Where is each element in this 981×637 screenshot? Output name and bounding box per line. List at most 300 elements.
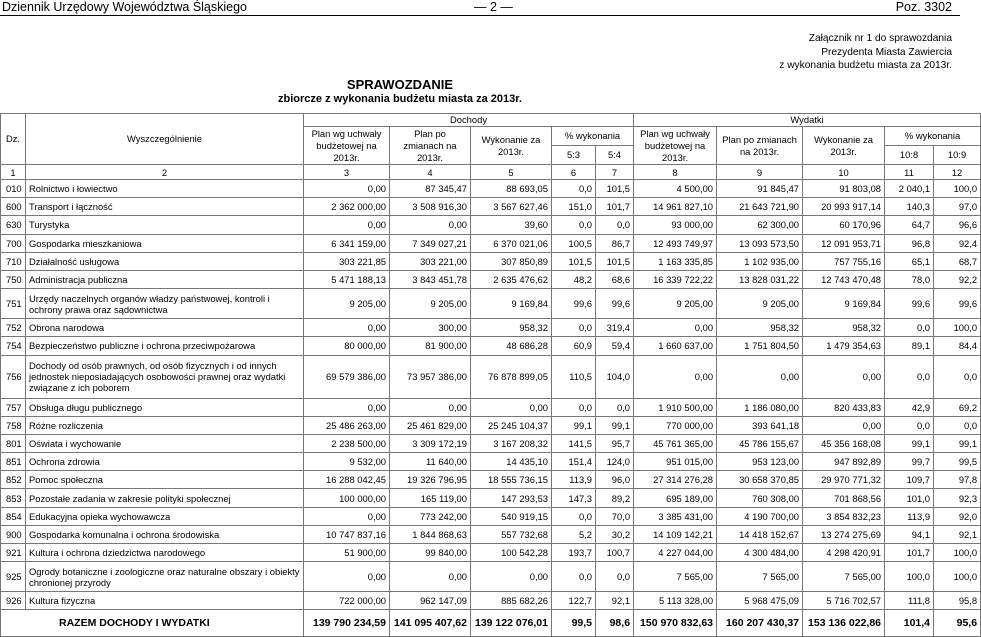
row-value: 45 356 168,08 bbox=[803, 434, 885, 452]
report-subtitle: zbiorcze z wykonania budżetu miasta za 2013r. bbox=[278, 93, 522, 105]
row-value: 393 641,18 bbox=[717, 416, 803, 434]
row-value: 1 844 868,63 bbox=[390, 525, 471, 543]
row-value: 773 242,00 bbox=[390, 507, 471, 525]
report-title: SPRAWOZDANIE bbox=[346, 77, 454, 92]
col-dz: Dz. bbox=[1, 114, 26, 165]
row-value: 9 169,84 bbox=[803, 289, 885, 319]
attachment-line: z wykonania budżetu miasta za 2013r. bbox=[779, 60, 952, 71]
row-value: 307 850,89 bbox=[471, 252, 552, 270]
total-value: 139 122 076,01 bbox=[471, 610, 552, 637]
row-value: 14 418 152,67 bbox=[717, 525, 803, 543]
row-value: 100,0 bbox=[934, 180, 981, 198]
row-value: 0,00 bbox=[390, 216, 471, 234]
row-value: 757 755,16 bbox=[803, 252, 885, 270]
row-value: 7 565,00 bbox=[717, 562, 803, 592]
row-value: 3 309 172,19 bbox=[390, 434, 471, 452]
row-value: 7 349 027,21 bbox=[390, 234, 471, 252]
row-value: 0,00 bbox=[471, 398, 552, 416]
row-name: Działalność usługowa bbox=[26, 252, 304, 270]
row-name: Ochrona zdrowia bbox=[26, 453, 304, 471]
journal-name: Dziennik Urzędowy Województwa Śląskiego bbox=[2, 0, 248, 14]
row-value: 101,7 bbox=[596, 198, 634, 216]
column-number: 6 bbox=[552, 165, 596, 180]
row-value: 12 091 953,71 bbox=[803, 234, 885, 252]
row-value: 140,3 bbox=[885, 198, 934, 216]
row-value: 78,0 bbox=[885, 270, 934, 288]
table-row bbox=[1, 337, 981, 355]
row-value: 1 163 335,85 bbox=[634, 252, 717, 270]
total-value: 153 136 022,86 bbox=[803, 610, 885, 637]
row-value: 11 640,00 bbox=[390, 453, 471, 471]
col-income-after: Plan po zmianach na 2013r. bbox=[390, 127, 471, 165]
row-value: 101,5 bbox=[596, 180, 634, 198]
row-value: 100,5 bbox=[552, 234, 596, 252]
row-value: 14 109 142,21 bbox=[634, 525, 717, 543]
row-value: 100,0 bbox=[885, 562, 934, 592]
total-value: 99,5 bbox=[552, 610, 596, 637]
row-value: 100,0 bbox=[934, 319, 981, 337]
row-name: Turystyka bbox=[26, 216, 304, 234]
column-number: 11 bbox=[885, 165, 934, 180]
row-value: 2 238 500,00 bbox=[304, 434, 390, 452]
row-value: 73 957 386,00 bbox=[390, 355, 471, 398]
column-number: 5 bbox=[471, 165, 552, 180]
row-value: 92,0 bbox=[934, 507, 981, 525]
row-code: 801 bbox=[1, 434, 26, 452]
row-value: 51 900,00 bbox=[304, 544, 390, 562]
col-expense-exec: Wykonanie za 2013r. bbox=[803, 127, 885, 165]
row-value: 0,0 bbox=[552, 180, 596, 198]
row-value: 100 000,00 bbox=[304, 489, 390, 507]
row-value: 4 300 484,00 bbox=[717, 544, 803, 562]
column-number: 7 bbox=[596, 165, 634, 180]
row-code: 751 bbox=[1, 289, 26, 319]
row-value: 59,4 bbox=[596, 337, 634, 355]
row-name: Ogrody botaniczne i zoologiczne oraz naturalne obszary i obiekty chronionej przyrody bbox=[26, 562, 304, 592]
row-value: 0,0 bbox=[885, 355, 934, 398]
row-value: 1 910 500,00 bbox=[634, 398, 717, 416]
row-value: 885 682,26 bbox=[471, 592, 552, 610]
row-value: 0,00 bbox=[471, 562, 552, 592]
row-name: Gospodarka komunalna i ochrona środowiska bbox=[26, 525, 304, 543]
row-value: 48,2 bbox=[552, 270, 596, 288]
total-value: 150 970 832,63 bbox=[634, 610, 717, 637]
table-row bbox=[1, 453, 981, 471]
row-value: 0,00 bbox=[717, 355, 803, 398]
row-name: Edukacyjna opieka wychowawcza bbox=[26, 507, 304, 525]
row-value: 0,00 bbox=[304, 507, 390, 525]
row-code: 756 bbox=[1, 355, 26, 398]
row-value: 958,32 bbox=[471, 319, 552, 337]
row-value: 0,00 bbox=[803, 416, 885, 434]
row-value: 99,5 bbox=[934, 453, 981, 471]
table-row bbox=[1, 234, 981, 252]
row-code: 926 bbox=[1, 592, 26, 610]
pct-5-3: 5:3 bbox=[552, 146, 596, 165]
row-code: 752 bbox=[1, 319, 26, 337]
row-value: 16 288 042,45 bbox=[304, 471, 390, 489]
row-value: 25 486 263,00 bbox=[304, 416, 390, 434]
table-row bbox=[1, 489, 981, 507]
row-value: 3 508 916,30 bbox=[390, 198, 471, 216]
table-row bbox=[1, 270, 981, 288]
row-value: 5,2 bbox=[552, 525, 596, 543]
row-value: 0,00 bbox=[304, 562, 390, 592]
row-value: 0,0 bbox=[934, 416, 981, 434]
row-value: 9 205,00 bbox=[634, 289, 717, 319]
row-value: 0,0 bbox=[885, 416, 934, 434]
table-row bbox=[1, 471, 981, 489]
row-value: 0,00 bbox=[390, 562, 471, 592]
column-number: 4 bbox=[390, 165, 471, 180]
row-value: 45 761 365,00 bbox=[634, 434, 717, 452]
row-value: 3 167 208,32 bbox=[471, 434, 552, 452]
column-number: 2 bbox=[26, 165, 304, 180]
group-expense: Wydatki bbox=[634, 114, 981, 127]
row-value: 99,1 bbox=[885, 434, 934, 452]
row-value: 962 147,09 bbox=[390, 592, 471, 610]
row-value: 101,5 bbox=[596, 252, 634, 270]
row-value: 820 433,83 bbox=[803, 398, 885, 416]
col-expense-after: Plan po zmianach na 2013r. bbox=[717, 127, 803, 165]
row-name: Pomoc społeczna bbox=[26, 471, 304, 489]
col-income-plan: Plan wg uchwały budżetowej na 2013r. bbox=[304, 127, 390, 165]
row-name: Obsługa długu publicznego bbox=[26, 398, 304, 416]
row-value: 3 854 832,23 bbox=[803, 507, 885, 525]
row-value: 110,5 bbox=[552, 355, 596, 398]
row-value: 96,6 bbox=[934, 216, 981, 234]
row-code: 754 bbox=[1, 337, 26, 355]
row-value: 68,6 bbox=[596, 270, 634, 288]
row-value: 3 843 451,78 bbox=[390, 270, 471, 288]
row-value: 100,0 bbox=[934, 544, 981, 562]
row-value: 18 555 736,15 bbox=[471, 471, 552, 489]
row-value: 122,7 bbox=[552, 592, 596, 610]
row-value: 69 579 386,00 bbox=[304, 355, 390, 398]
row-value: 101,5 bbox=[552, 252, 596, 270]
row-value: 0,00 bbox=[304, 398, 390, 416]
row-value: 0,00 bbox=[803, 355, 885, 398]
page-header bbox=[0, 0, 960, 14]
pct-10-8: 10:8 bbox=[885, 146, 934, 165]
row-value: 14 961 827,10 bbox=[634, 198, 717, 216]
row-value: 70,0 bbox=[596, 507, 634, 525]
row-code: 921 bbox=[1, 544, 26, 562]
row-value: 97,0 bbox=[934, 198, 981, 216]
row-name: Rolnictwo i łowiectwo bbox=[26, 180, 304, 198]
attachment-note bbox=[779, 32, 952, 73]
row-value: 92,3 bbox=[934, 489, 981, 507]
total-row bbox=[1, 610, 981, 637]
table-row bbox=[1, 507, 981, 525]
row-value: 21 643 721,90 bbox=[717, 198, 803, 216]
row-value: 99,1 bbox=[596, 416, 634, 434]
total-value: 160 207 430,37 bbox=[717, 610, 803, 637]
row-value: 303 221,00 bbox=[390, 252, 471, 270]
table-row bbox=[1, 544, 981, 562]
row-value: 92,2 bbox=[934, 270, 981, 288]
row-value: 151,0 bbox=[552, 198, 596, 216]
header-divider bbox=[0, 15, 960, 16]
row-name: Oświata i wychowanie bbox=[26, 434, 304, 452]
row-value: 124,0 bbox=[596, 453, 634, 471]
column-number: 3 bbox=[304, 165, 390, 180]
row-value: 9 532,00 bbox=[304, 453, 390, 471]
row-value: 10 747 837,16 bbox=[304, 525, 390, 543]
row-value: 13 274 275,69 bbox=[803, 525, 885, 543]
row-value: 540 919,15 bbox=[471, 507, 552, 525]
row-code: 853 bbox=[1, 489, 26, 507]
row-value: 60 170,96 bbox=[803, 216, 885, 234]
row-value: 99,6 bbox=[885, 289, 934, 319]
row-name: Administracja publiczna bbox=[26, 270, 304, 288]
row-code: 852 bbox=[1, 471, 26, 489]
row-value: 99,6 bbox=[934, 289, 981, 319]
row-value: 760 308,00 bbox=[717, 489, 803, 507]
col-income-exec: Wykonanie za 2013r. bbox=[471, 127, 552, 165]
row-value: 1 102 935,00 bbox=[717, 252, 803, 270]
row-value: 193,7 bbox=[552, 544, 596, 562]
row-value: 87 345,47 bbox=[390, 180, 471, 198]
row-value: 2 040,1 bbox=[885, 180, 934, 198]
row-code: 700 bbox=[1, 234, 26, 252]
row-value: 701 868,56 bbox=[803, 489, 885, 507]
row-code: 854 bbox=[1, 507, 26, 525]
row-value: 0,00 bbox=[634, 355, 717, 398]
row-value: 95,8 bbox=[934, 592, 981, 610]
row-value: 25 461 829,00 bbox=[390, 416, 471, 434]
row-value: 96,0 bbox=[596, 471, 634, 489]
row-value: 81 900,00 bbox=[390, 337, 471, 355]
table-row bbox=[1, 198, 981, 216]
row-code: 630 bbox=[1, 216, 26, 234]
row-value: 39,60 bbox=[471, 216, 552, 234]
col-income-pct: % wykonania bbox=[552, 127, 634, 146]
table-row bbox=[1, 180, 981, 198]
row-code: 900 bbox=[1, 525, 26, 543]
row-code: 600 bbox=[1, 198, 26, 216]
report-table bbox=[0, 113, 981, 637]
col-expense-pct: % wykonania bbox=[885, 127, 981, 146]
row-value: 770 000,00 bbox=[634, 416, 717, 434]
row-value: 16 339 722,22 bbox=[634, 270, 717, 288]
row-code: 750 bbox=[1, 270, 26, 288]
row-value: 113,9 bbox=[885, 507, 934, 525]
row-value: 99,1 bbox=[934, 434, 981, 452]
total-value: 98,6 bbox=[596, 610, 634, 637]
row-value: 91 803,08 bbox=[803, 180, 885, 198]
table-row bbox=[1, 289, 981, 319]
row-value: 9 205,00 bbox=[390, 289, 471, 319]
row-value: 0,0 bbox=[552, 507, 596, 525]
row-name: Pozostałe zadania w zakresie polityki społecznej bbox=[26, 489, 304, 507]
row-value: 4 298 420,91 bbox=[803, 544, 885, 562]
column-number: 9 bbox=[717, 165, 803, 180]
row-value: 101,7 bbox=[885, 544, 934, 562]
row-value: 99,7 bbox=[885, 453, 934, 471]
row-value: 86,7 bbox=[596, 234, 634, 252]
column-number: 10 bbox=[803, 165, 885, 180]
row-value: 722 000,00 bbox=[304, 592, 390, 610]
row-name: Dochody od osób prawnych, od osób fizycznych i od innych jednostek nieposiadających osobowości prawnej oraz wydatki związane z ich poborem bbox=[26, 355, 304, 398]
position-number: Poz. 3302 bbox=[895, 0, 952, 14]
row-value: 951 015,00 bbox=[634, 453, 717, 471]
row-value: 84,4 bbox=[934, 337, 981, 355]
row-value: 0,0 bbox=[596, 216, 634, 234]
table-row bbox=[1, 416, 981, 434]
column-number: 8 bbox=[634, 165, 717, 180]
row-value: 96,8 bbox=[885, 234, 934, 252]
row-value: 3 385 431,00 bbox=[634, 507, 717, 525]
row-value: 48 686,28 bbox=[471, 337, 552, 355]
row-value: 99,6 bbox=[552, 289, 596, 319]
pct-10-9: 10:9 bbox=[934, 146, 981, 165]
row-value: 5 471 188,13 bbox=[304, 270, 390, 288]
row-value: 151,4 bbox=[552, 453, 596, 471]
row-value: 12 493 749,97 bbox=[634, 234, 717, 252]
row-code: 925 bbox=[1, 562, 26, 592]
table-row bbox=[1, 562, 981, 592]
row-value: 100 542,28 bbox=[471, 544, 552, 562]
row-value: 9 205,00 bbox=[304, 289, 390, 319]
row-value: 42,9 bbox=[885, 398, 934, 416]
row-value: 2 635 476,62 bbox=[471, 270, 552, 288]
row-value: 91 845,47 bbox=[717, 180, 803, 198]
row-value: 2 362 000,00 bbox=[304, 198, 390, 216]
row-value: 100,0 bbox=[934, 562, 981, 592]
row-value: 958,32 bbox=[803, 319, 885, 337]
total-value: 95,6 bbox=[934, 610, 981, 637]
row-code: 710 bbox=[1, 252, 26, 270]
row-value: 5 113 328,00 bbox=[634, 592, 717, 610]
row-value: 0,00 bbox=[304, 180, 390, 198]
table-row bbox=[1, 355, 981, 398]
row-value: 89,2 bbox=[596, 489, 634, 507]
row-value: 20 993 917,14 bbox=[803, 198, 885, 216]
row-value: 0,0 bbox=[885, 319, 934, 337]
row-value: 5 968 475,09 bbox=[717, 592, 803, 610]
row-value: 958,32 bbox=[717, 319, 803, 337]
row-value: 13 093 573,50 bbox=[717, 234, 803, 252]
row-value: 65,1 bbox=[885, 252, 934, 270]
row-value: 95,7 bbox=[596, 434, 634, 452]
table-row bbox=[1, 319, 981, 337]
row-value: 0,0 bbox=[596, 562, 634, 592]
row-value: 113,9 bbox=[552, 471, 596, 489]
row-value: 6 370 021,06 bbox=[471, 234, 552, 252]
total-value: 139 790 234,59 bbox=[304, 610, 390, 637]
row-name: Urzędy naczelnych organów władzy państwowej, kontroli i ochrony prawa oraz sądownictwa bbox=[26, 289, 304, 319]
row-value: 25 245 104,37 bbox=[471, 416, 552, 434]
row-value: 109,7 bbox=[885, 471, 934, 489]
row-value: 29 970 771,32 bbox=[803, 471, 885, 489]
row-value: 695 189,00 bbox=[634, 489, 717, 507]
total-value: 141 095 407,62 bbox=[390, 610, 471, 637]
row-value: 62 300,00 bbox=[717, 216, 803, 234]
row-value: 13 828 031,22 bbox=[717, 270, 803, 288]
row-value: 0,00 bbox=[390, 398, 471, 416]
row-value: 92,1 bbox=[596, 592, 634, 610]
table-row bbox=[1, 592, 981, 610]
row-value: 141,5 bbox=[552, 434, 596, 452]
row-value: 101,0 bbox=[885, 489, 934, 507]
table-row bbox=[1, 434, 981, 452]
row-name: Kultura fizyczna bbox=[26, 592, 304, 610]
row-value: 104,0 bbox=[596, 355, 634, 398]
table-row bbox=[1, 216, 981, 234]
pct-5-4: 5:4 bbox=[596, 146, 634, 165]
row-value: 92,1 bbox=[934, 525, 981, 543]
row-code: 010 bbox=[1, 180, 26, 198]
row-value: 4 227 044,00 bbox=[634, 544, 717, 562]
total-label: RAZEM DOCHODY I WYDATKI bbox=[1, 610, 304, 637]
row-value: 27 314 276,28 bbox=[634, 471, 717, 489]
row-value: 6 341 159,00 bbox=[304, 234, 390, 252]
row-name: Gospodarka mieszkaniowa bbox=[26, 234, 304, 252]
row-value: 1 660 637,00 bbox=[634, 337, 717, 355]
row-value: 12 743 470,48 bbox=[803, 270, 885, 288]
column-number: 1 bbox=[1, 165, 26, 180]
row-name: Kultura i ochrona dziedzictwa narodowego bbox=[26, 544, 304, 562]
row-value: 0,0 bbox=[934, 355, 981, 398]
row-value: 100,7 bbox=[596, 544, 634, 562]
row-value: 165 119,00 bbox=[390, 489, 471, 507]
col-name: Wyszczególnienie bbox=[26, 114, 304, 165]
row-value: 99,1 bbox=[552, 416, 596, 434]
col-expense-plan: Plan wg uchwały budżetowej na 2013r. bbox=[634, 127, 717, 165]
table-row bbox=[1, 525, 981, 543]
attachment-line: Prezydenta Miasta Zawiercia bbox=[821, 46, 952, 58]
row-value: 0,00 bbox=[304, 319, 390, 337]
row-value: 80 000,00 bbox=[304, 337, 390, 355]
row-value: 557 732,68 bbox=[471, 525, 552, 543]
row-value: 4 500,00 bbox=[634, 180, 717, 198]
row-value: 14 435,10 bbox=[471, 453, 552, 471]
row-value: 7 565,00 bbox=[634, 562, 717, 592]
row-value: 0,0 bbox=[596, 398, 634, 416]
page-number: — 2 — bbox=[474, 0, 513, 14]
table-row bbox=[1, 252, 981, 270]
row-value: 1 186 080,00 bbox=[717, 398, 803, 416]
row-value: 0,0 bbox=[552, 216, 596, 234]
row-value: 92,4 bbox=[934, 234, 981, 252]
row-value: 30 658 370,85 bbox=[717, 471, 803, 489]
row-value: 9 205,00 bbox=[717, 289, 803, 319]
row-value: 1 479 354,63 bbox=[803, 337, 885, 355]
row-name: Różne rozliczenia bbox=[26, 416, 304, 434]
row-value: 94,1 bbox=[885, 525, 934, 543]
row-name: Obrona narodowa bbox=[26, 319, 304, 337]
column-number: 12 bbox=[934, 165, 981, 180]
column-number-row bbox=[1, 165, 981, 180]
total-value: 101,4 bbox=[885, 610, 934, 637]
row-value: 30,2 bbox=[596, 525, 634, 543]
row-value: 69,2 bbox=[934, 398, 981, 416]
row-value: 99,6 bbox=[596, 289, 634, 319]
row-code: 757 bbox=[1, 398, 26, 416]
row-value: 5 716 702,57 bbox=[803, 592, 885, 610]
row-value: 19 326 796,95 bbox=[390, 471, 471, 489]
row-value: 303 221,85 bbox=[304, 252, 390, 270]
row-value: 68,7 bbox=[934, 252, 981, 270]
row-value: 0,0 bbox=[552, 398, 596, 416]
row-value: 99 840,00 bbox=[390, 544, 471, 562]
group-income: Dochody bbox=[304, 114, 634, 127]
row-value: 0,00 bbox=[304, 216, 390, 234]
row-value: 1 751 804,50 bbox=[717, 337, 803, 355]
row-value: 147,3 bbox=[552, 489, 596, 507]
row-value: 76 878 899,05 bbox=[471, 355, 552, 398]
